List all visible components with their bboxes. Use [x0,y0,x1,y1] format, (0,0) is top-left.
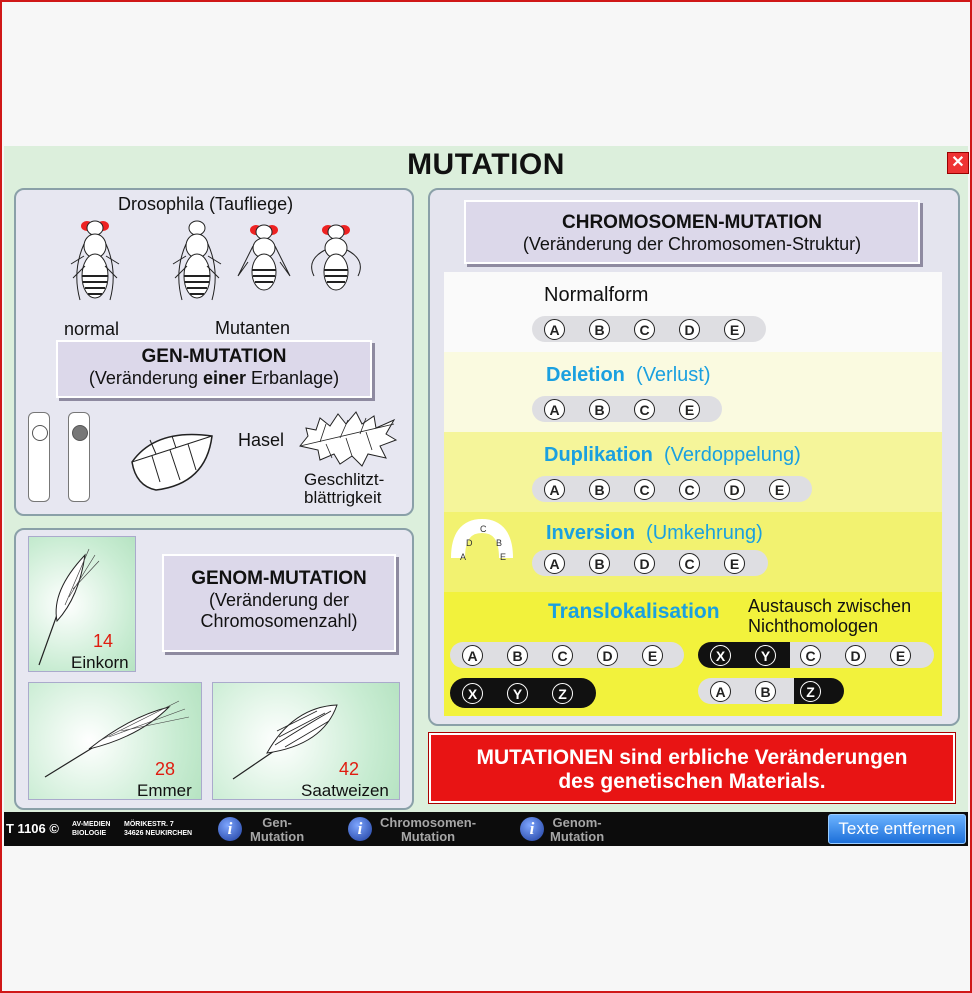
gene-c: C [679,553,700,574]
einkorn-image [28,536,136,672]
banner-line-1: MUTATIONEN sind erbliche Veränderungen [476,746,908,769]
duplikation-name: Duplikation [544,444,653,466]
address-line-2: 34626 NEUKIRCHEN [124,830,193,837]
gene-y: Y [755,645,776,666]
page-title: MUTATION [407,148,565,181]
chromosomen-mutation-panel [428,188,960,726]
ring-letter-a: A [460,552,467,562]
gene-c: C [800,645,821,666]
copyright-mark: © [49,821,59,836]
nav-chrom-line-2: Mutation [400,829,456,844]
tube-white [28,412,50,502]
inversion-ring-icon [450,518,514,568]
deletion-row [444,352,942,432]
tube-dot-grey [72,425,88,441]
gene-c: C [634,399,655,420]
gene-d: D [597,645,618,666]
gene-a: A [462,645,483,666]
gene-e: E [642,645,663,666]
emmer-count: 28 [155,759,176,779]
duplikation-label [544,444,801,467]
info-genom-icon[interactable]: i [520,817,544,841]
gen-mutation-plate[interactable] [56,340,372,398]
address-line-1: MÖRIKESTR. 7 [124,821,174,828]
deletion-name: Deletion [546,364,625,386]
einkorn-ear-icon [29,537,135,671]
gen-mutation-sub-emph: einer [203,368,247,388]
gene-e: E [769,479,790,500]
ring-letter-b: B [496,538,503,548]
tube-dot-white [32,425,48,441]
saatweizen-label: Saatweizen [301,781,389,800]
translokation-right-top [698,642,934,668]
company-address [124,820,192,838]
normalform-row [444,272,942,352]
nav-genom-line-2: Mutation [550,829,605,844]
ring-letter-c: C [480,524,487,534]
gene-c: C [634,479,655,500]
chromosomen-mutation-title: CHROMOSOMEN-MUTATION [562,212,822,233]
gene-x: X [462,683,483,704]
product-code-text: T 1106 [6,821,46,836]
gene-z: Z [800,681,821,702]
cutleaf-icon [296,406,400,470]
fly-normal-icon [68,216,122,314]
duplikation-row [444,432,942,512]
genom-mutation-sub-end: ) [351,611,358,631]
chromosomen-struktur-text: Chromosomen-Struktur [668,234,856,254]
chromosomen-mutation-sub-end: ) [855,234,862,254]
hazel-leaf-icon [126,426,218,494]
fly-mutant-3-icon [306,220,366,304]
gene-d: D [845,645,866,666]
gene-a: A [710,681,731,702]
inversion-row [444,512,942,592]
inversion-sub: (Umkehrung) [646,522,763,544]
inversion-chromosome [532,550,768,576]
nav-genom-mutation[interactable] [550,816,604,844]
normalform-label: Normalform [544,284,649,306]
drosophila-label: Drosophila (Taufliege) [118,194,294,214]
gene-a: A [544,479,565,500]
hasel-label: Hasel [238,430,285,450]
gene-c: C [552,645,573,666]
gen-mutation-title: GEN-MUTATION [141,346,287,367]
info-chromosomen-icon[interactable]: i [348,817,372,841]
gen-mutation-sub-pre: (Veränderung [88,368,203,388]
gene-a: A [544,399,565,420]
translokation-row [444,592,942,716]
nav-chromosomen-mutation[interactable] [380,816,476,844]
gen-mutation-panel [14,188,414,516]
gene-e: E [679,399,700,420]
geschlitzt-label-1: Geschlitzt- [304,470,385,489]
summary-banner [429,733,955,803]
gen-mutation-sub-post: Erbanlage) [246,368,340,388]
gene-b: B [589,553,610,574]
saatweizen-image [212,682,400,800]
gene-y: Y [507,683,528,704]
tube-grey [68,412,90,502]
ring-letter-d: D [466,538,473,548]
translokation-sub-1: Austausch zwischen [748,596,912,616]
genom-mutation-title: GENOM-MUTATION [191,568,367,589]
translokation-left-bottom [450,678,596,708]
normalform-chromosome [532,316,766,342]
gene-d: D [679,319,700,340]
gene-b: B [755,681,776,702]
geschlitzt-label-2: blättrigkeit [304,488,382,507]
normal-label: normal [64,319,120,339]
einkorn-label: Einkorn [71,653,129,672]
gene-a: A [544,319,565,340]
gene-x: X [710,645,731,666]
genom-mutation-plate[interactable] [162,554,396,652]
chromosomen-mutation-plate[interactable] [464,200,920,264]
gene-e: E [724,553,745,574]
gene-b: B [589,399,610,420]
gene-b: B [589,319,610,340]
deletion-chromosome [532,396,722,422]
deletion-sub: (Verlust) [636,364,711,386]
translokation-right-bottom [698,678,844,704]
gene-e: E [724,319,745,340]
emmer-label: Emmer [137,781,192,800]
product-code [6,821,59,836]
app-window [4,146,968,846]
banner-line-2: des genetischen Materials. [558,770,826,793]
fly-mutant-2-icon [234,220,294,304]
gene-c: C [679,479,700,500]
nav-gen-line-2: Mutation [250,829,305,844]
translokation-sub-2: Nichthomologen [748,616,879,636]
duplikation-sub: (Verdoppelung) [664,444,801,466]
translokation-left-top [450,642,684,668]
nav-gen-mutation[interactable] [250,816,304,844]
translokation-label: Translokalisation [548,600,720,623]
chromosomenzahl-text: Chromosomenzahl [200,611,352,631]
saatweizen-count: 42 [339,759,360,779]
fly-mutant-1-icon [170,216,224,314]
ring-letter-e: E [500,552,507,562]
taskbar [4,812,968,846]
gene-b: B [507,645,528,666]
nav-gen-line-1: Gen- [262,815,292,830]
info-gen-icon[interactable]: i [218,817,242,841]
einkorn-count: 14 [93,631,114,651]
company-name [72,820,110,838]
deletion-label [546,364,711,387]
genom-mutation-panel [14,528,414,810]
duplikation-chromosome [532,476,812,502]
texte-entfernen-button[interactable]: Texte entfernen [828,814,966,844]
nav-genom-line-1: Genom- [552,815,602,830]
gene-d: D [724,479,745,500]
gene-b: B [589,479,610,500]
gene-c: C [634,319,655,340]
chromosomen-mutation-sub-pre: (Veränderung der [522,234,669,254]
company-line-2: BIOLOGIE [72,830,107,837]
genom-mutation-sub: (Veränderung der [208,590,350,610]
nav-chrom-line-1: Chromosomen- [380,815,477,830]
mutanten-label: Mutanten [215,318,291,338]
inversion-label [546,522,763,545]
inversion-name: Inversion [546,522,635,544]
gene-e: E [890,645,911,666]
company-line-1: AV-MEDIEN [72,821,111,828]
gene-d: D [634,553,655,574]
gene-a: A [544,553,565,574]
gene-z: Z [552,683,573,704]
close-icon[interactable]: ✕ [947,152,969,174]
emmer-image [28,682,202,800]
